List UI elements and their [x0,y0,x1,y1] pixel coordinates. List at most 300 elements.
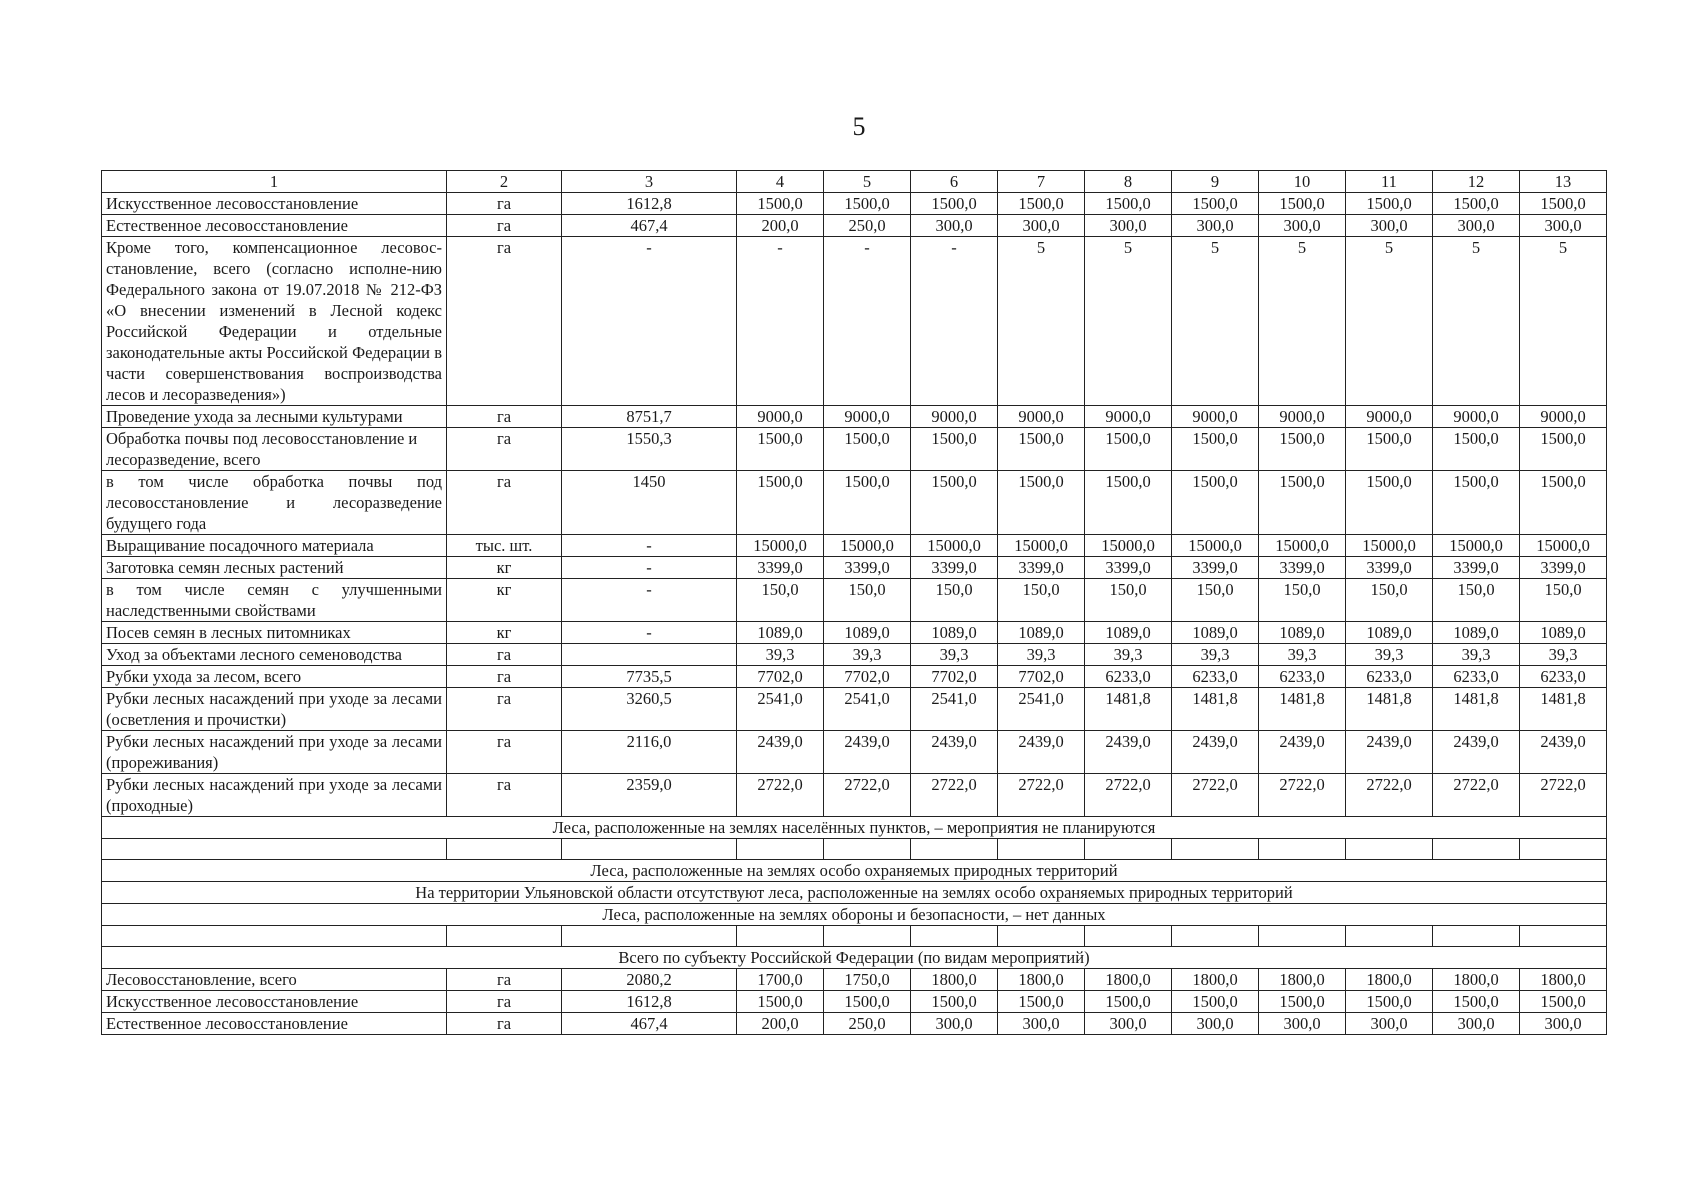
value-cell: 6233,0 [1346,666,1433,688]
value-cell: 1612,8 [562,991,737,1013]
value-cell: - [824,237,911,406]
column-number: 11 [1346,171,1433,193]
table-row [102,774,1607,817]
value-cell: 2439,0 [1346,731,1433,774]
value-cell: 1500,0 [1172,991,1259,1013]
empty-cell [1085,926,1172,947]
measure-unit: га [447,969,562,991]
value-cell: 7702,0 [998,666,1085,688]
value-cell: 300,0 [998,1013,1085,1035]
empty-cell [1346,839,1433,860]
measure-name: в том числе обработка почвы под лесовосстановление и лесоразведение будущего года [102,471,447,535]
measure-name: Естественное лесовосстановление [102,1013,447,1035]
value-cell: 150,0 [1085,579,1172,622]
value-cell: 3399,0 [998,557,1085,579]
table-row [102,969,1607,991]
measure-name: Искусственное лесовосстановление [102,193,447,215]
page-number: 5 [852,112,866,141]
value-cell: 39,3 [1433,644,1520,666]
measure-unit: тыс. шт. [447,535,562,557]
value-cell: 2116,0 [562,731,737,774]
value-cell: 9000,0 [1085,406,1172,428]
value-cell: 1089,0 [998,622,1085,644]
column-number: 5 [824,171,911,193]
value-cell: 150,0 [824,579,911,622]
measure-unit: га [447,193,562,215]
value-cell: 467,4 [562,215,737,237]
value-cell: 300,0 [1520,1013,1607,1035]
section-heading: Леса, расположенные на землях особо охраняемых природных территорий [102,860,1607,882]
value-cell: 1550,3 [562,428,737,471]
value-cell: 1481,8 [1085,688,1172,731]
table-row [102,579,1607,622]
value-cell [562,644,737,666]
value-cell: 15000,0 [1172,535,1259,557]
value-cell: 1500,0 [1346,991,1433,1013]
value-cell: 300,0 [1172,1013,1259,1035]
measure-unit: кг [447,579,562,622]
empty-cell [911,839,998,860]
table-row [102,622,1607,644]
value-cell: 5 [1433,237,1520,406]
measure-name: Рубки лесных насаждений при уходе за лесами (проходные) [102,774,447,817]
value-cell: 1089,0 [737,622,824,644]
value-cell: 7735,5 [562,666,737,688]
value-cell: 300,0 [1085,1013,1172,1035]
column-number: 9 [1172,171,1259,193]
measure-name: Естественное лесовосстановление [102,215,447,237]
table-row [102,731,1607,774]
table-row [102,471,1607,535]
section-heading: Леса, расположенные на землях обороны и безопасности, – нет данных [102,904,1607,926]
measure-name: Рубки ухода за лесом, всего [102,666,447,688]
value-cell: 15000,0 [1085,535,1172,557]
value-cell: 7702,0 [737,666,824,688]
value-cell: 1500,0 [1520,193,1607,215]
value-cell: 2722,0 [1520,774,1607,817]
value-cell: 2439,0 [1172,731,1259,774]
value-cell: 300,0 [1172,215,1259,237]
value-cell: 9000,0 [1259,406,1346,428]
value-cell: 1089,0 [1085,622,1172,644]
value-cell: 39,3 [1172,644,1259,666]
value-cell: 1089,0 [1172,622,1259,644]
empty-cell [102,926,447,947]
value-cell: 2541,0 [911,688,998,731]
value-cell: 3399,0 [1346,557,1433,579]
value-cell: 7702,0 [911,666,998,688]
value-cell: 15000,0 [737,535,824,557]
value-cell: 1500,0 [1520,471,1607,535]
value-cell: 1481,8 [1172,688,1259,731]
table-row [102,991,1607,1013]
table-row [102,237,1607,406]
value-cell: 3399,0 [1172,557,1259,579]
value-cell: 15000,0 [1433,535,1520,557]
value-cell: 1089,0 [911,622,998,644]
value-cell: 200,0 [737,1013,824,1035]
value-cell: 7702,0 [824,666,911,688]
empty-cell [911,926,998,947]
value-cell: 1089,0 [1520,622,1607,644]
value-cell: 39,3 [824,644,911,666]
empty-cell [1085,839,1172,860]
value-cell: 150,0 [998,579,1085,622]
section-row [102,817,1607,839]
value-cell: 1481,8 [1433,688,1520,731]
empty-cell [447,926,562,947]
empty-row [102,839,1607,860]
value-cell: 3399,0 [1085,557,1172,579]
column-number: 8 [1085,171,1172,193]
value-cell: 150,0 [1172,579,1259,622]
value-cell: 2722,0 [911,774,998,817]
empty-cell [824,926,911,947]
value-cell: 2722,0 [824,774,911,817]
value-cell: 2439,0 [1259,731,1346,774]
value-cell: 2439,0 [824,731,911,774]
value-cell: 1500,0 [911,428,998,471]
table-row [102,666,1607,688]
measure-name: Проведение ухода за лесными культурами [102,406,447,428]
value-cell: 1500,0 [911,471,998,535]
value-cell: 9000,0 [998,406,1085,428]
value-cell: 2722,0 [1346,774,1433,817]
table-row [102,428,1607,471]
value-cell: 1500,0 [1259,991,1346,1013]
section-heading: Всего по субъекту Российской Федерации (по видам мероприятий) [102,947,1607,969]
value-cell: 6233,0 [1172,666,1259,688]
value-cell: 200,0 [737,215,824,237]
value-cell: 1500,0 [1085,428,1172,471]
measure-name: Выращивание посадочного материала [102,535,447,557]
table-row [102,535,1607,557]
empty-cell [1259,839,1346,860]
value-cell: 1800,0 [1085,969,1172,991]
value-cell: 15000,0 [911,535,998,557]
value-cell: 9000,0 [824,406,911,428]
value-cell: 1500,0 [998,471,1085,535]
value-cell: 1500,0 [1346,193,1433,215]
value-cell: 300,0 [1346,215,1433,237]
empty-cell [562,839,737,860]
value-cell: 39,3 [737,644,824,666]
value-cell: - [562,535,737,557]
empty-cell [824,839,911,860]
value-cell: 1800,0 [1259,969,1346,991]
value-cell: 9000,0 [1346,406,1433,428]
measure-unit: га [447,471,562,535]
value-cell: 2722,0 [1259,774,1346,817]
empty-cell [1433,926,1520,947]
value-cell: 15000,0 [1259,535,1346,557]
empty-cell [1172,839,1259,860]
value-cell: 2439,0 [1085,731,1172,774]
value-cell: 250,0 [824,1013,911,1035]
column-number: 2 [447,171,562,193]
value-cell: 300,0 [1433,215,1520,237]
column-number: 10 [1259,171,1346,193]
value-cell: 1500,0 [1433,428,1520,471]
measure-unit: га [447,991,562,1013]
value-cell: 9000,0 [1433,406,1520,428]
value-cell: 5 [1259,237,1346,406]
empty-cell [737,839,824,860]
value-cell: 1500,0 [824,471,911,535]
value-cell: 1089,0 [1346,622,1433,644]
value-cell: 1500,0 [1085,471,1172,535]
value-cell: 15000,0 [1520,535,1607,557]
empty-row [102,926,1607,947]
measure-name: Рубки лесных насаждений при уходе за лесами (прореживания) [102,731,447,774]
value-cell: 3399,0 [1259,557,1346,579]
value-cell: 1800,0 [1346,969,1433,991]
value-cell: 6233,0 [1433,666,1520,688]
value-cell: 1800,0 [911,969,998,991]
value-cell: 1500,0 [998,193,1085,215]
empty-cell [562,926,737,947]
value-cell: 1089,0 [824,622,911,644]
empty-cell [447,839,562,860]
value-cell: 1500,0 [737,471,824,535]
value-cell: 150,0 [1520,579,1607,622]
value-cell: 1500,0 [1172,428,1259,471]
measure-unit: кг [447,622,562,644]
value-cell: 2439,0 [911,731,998,774]
measure-name: Искусственное лесовосстановление [102,991,447,1013]
value-cell: 1500,0 [1520,428,1607,471]
value-cell: 150,0 [911,579,998,622]
value-cell: 9000,0 [737,406,824,428]
value-cell: 300,0 [998,215,1085,237]
table-row [102,1013,1607,1035]
section-row [102,860,1607,882]
value-cell: 467,4 [562,1013,737,1035]
value-cell: 2359,0 [562,774,737,817]
value-cell: 8751,7 [562,406,737,428]
value-cell: 2439,0 [1433,731,1520,774]
value-cell: 1481,8 [1259,688,1346,731]
value-cell: 150,0 [1346,579,1433,622]
value-cell: 5 [998,237,1085,406]
value-cell: 3399,0 [1520,557,1607,579]
measures-table [101,170,1607,1035]
value-cell: - [911,237,998,406]
value-cell: 3399,0 [1433,557,1520,579]
value-cell: 300,0 [1520,215,1607,237]
measure-unit: кг [447,557,562,579]
value-cell: 1500,0 [1259,193,1346,215]
value-cell: 1500,0 [1259,471,1346,535]
value-cell: 1481,8 [1346,688,1433,731]
value-cell: 1800,0 [1433,969,1520,991]
value-cell: 1089,0 [1433,622,1520,644]
value-cell: 2541,0 [998,688,1085,731]
value-cell: 1089,0 [1259,622,1346,644]
value-cell: 1500,0 [1172,471,1259,535]
value-cell: 39,3 [1520,644,1607,666]
value-cell: 1500,0 [1085,193,1172,215]
column-number: 3 [562,171,737,193]
table-row [102,644,1607,666]
table-row [102,193,1607,215]
empty-cell [1433,839,1520,860]
value-cell: 1800,0 [1520,969,1607,991]
value-cell: 3399,0 [737,557,824,579]
value-cell: 1800,0 [1172,969,1259,991]
table-row [102,557,1607,579]
value-cell: 1500,0 [737,991,824,1013]
value-cell: 300,0 [1433,1013,1520,1035]
value-cell: - [562,622,737,644]
value-cell: 39,3 [1085,644,1172,666]
value-cell: 5 [1346,237,1433,406]
section-heading: На территории Ульяновской области отсутствуют леса, расположенные на землях особо охраняемых природных территорий [102,882,1607,904]
value-cell: 150,0 [1433,579,1520,622]
value-cell: 1500,0 [1433,991,1520,1013]
value-cell: 15000,0 [824,535,911,557]
empty-cell [998,926,1085,947]
measure-unit: га [447,644,562,666]
column-number: 6 [911,171,998,193]
value-cell: 6233,0 [1259,666,1346,688]
value-cell: 5 [1172,237,1259,406]
measure-unit: га [447,237,562,406]
value-cell: 2439,0 [998,731,1085,774]
value-cell: 250,0 [824,215,911,237]
column-number: 13 [1520,171,1607,193]
value-cell: 2722,0 [1172,774,1259,817]
column-number: 12 [1433,171,1520,193]
section-row [102,882,1607,904]
value-cell: 9000,0 [911,406,998,428]
value-cell: 1500,0 [1259,428,1346,471]
measure-unit: га [447,1013,562,1035]
value-cell: 2080,2 [562,969,737,991]
empty-cell [1259,926,1346,947]
measure-unit: га [447,406,562,428]
empty-cell [1520,926,1607,947]
value-cell: 6233,0 [1520,666,1607,688]
value-cell: 2722,0 [1085,774,1172,817]
value-cell: 1500,0 [1433,193,1520,215]
table-body [102,171,1607,1035]
value-cell: 1500,0 [911,991,998,1013]
value-cell: 15000,0 [998,535,1085,557]
value-cell: 300,0 [911,1013,998,1035]
value-cell: - [562,579,737,622]
table-row [102,688,1607,731]
value-cell: 6233,0 [1085,666,1172,688]
measure-name: Лесовосстановление, всего [102,969,447,991]
measure-unit: га [447,428,562,471]
value-cell: 1500,0 [824,428,911,471]
table-row [102,406,1607,428]
value-cell: - [737,237,824,406]
measure-unit: га [447,688,562,731]
table-row [102,215,1607,237]
measure-unit: га [447,731,562,774]
value-cell: 1500,0 [1433,471,1520,535]
value-cell: 2722,0 [1433,774,1520,817]
value-cell: 9000,0 [1172,406,1259,428]
value-cell: 3260,5 [562,688,737,731]
column-number: 7 [998,171,1085,193]
value-cell: 150,0 [1259,579,1346,622]
empty-cell [737,926,824,947]
measure-unit: га [447,666,562,688]
value-cell: 1500,0 [1172,193,1259,215]
value-cell: 5 [1520,237,1607,406]
value-cell: 2439,0 [737,731,824,774]
value-cell: 1500,0 [1085,991,1172,1013]
value-cell: 1500,0 [737,428,824,471]
column-number: 1 [102,171,447,193]
value-cell: 2541,0 [737,688,824,731]
value-cell: 300,0 [1085,215,1172,237]
value-cell: 1500,0 [998,991,1085,1013]
value-cell: 1500,0 [1346,428,1433,471]
value-cell: 1700,0 [737,969,824,991]
empty-cell [1346,926,1433,947]
column-number: 4 [737,171,824,193]
value-cell: 300,0 [911,215,998,237]
section-row [102,904,1607,926]
value-cell: 1500,0 [1346,471,1433,535]
value-cell: - [562,237,737,406]
value-cell: 3399,0 [824,557,911,579]
value-cell: 1500,0 [737,193,824,215]
value-cell: 1500,0 [1520,991,1607,1013]
value-cell: 39,3 [911,644,998,666]
value-cell: 300,0 [1346,1013,1433,1035]
measure-name: в том числе семян с улучшенными наследственными свойствами [102,579,447,622]
value-cell: 1500,0 [824,193,911,215]
value-cell: 2541,0 [824,688,911,731]
value-cell: 300,0 [1259,215,1346,237]
value-cell: 1612,8 [562,193,737,215]
empty-cell [1520,839,1607,860]
measure-name: Рубки лесных насаждений при уходе за лесами (осветления и прочистки) [102,688,447,731]
measure-unit: га [447,774,562,817]
value-cell: 1800,0 [998,969,1085,991]
measure-name: Заготовка семян лесных растений [102,557,447,579]
value-cell: 15000,0 [1346,535,1433,557]
value-cell: 2722,0 [998,774,1085,817]
value-cell: 39,3 [1259,644,1346,666]
value-cell: 39,3 [1346,644,1433,666]
measure-name: Посев семян в лесных питомниках [102,622,447,644]
value-cell: - [562,557,737,579]
value-cell: 150,0 [737,579,824,622]
measure-unit: га [447,215,562,237]
value-cell: 300,0 [1259,1013,1346,1035]
value-cell: 1750,0 [824,969,911,991]
value-cell: 39,3 [998,644,1085,666]
value-cell: 9000,0 [1520,406,1607,428]
measure-name: Обработка почвы под лесовосстановление и лесоразведение, всего [102,428,447,471]
empty-cell [102,839,447,860]
measure-name: Кроме того, компенсационное лесовос-становление, всего (согласно исполне-нию Федерального закона от 19.07.2018 № 212-ФЗ «О внесении изменений в Лесной кодекс Российской Федерации и отдельные законодательные акты Российской Федерации в части совершенствования воспроизводства лесов и лесоразведения») [102,237,447,406]
value-cell: 2722,0 [737,774,824,817]
value-cell: 1500,0 [911,193,998,215]
value-cell: 1481,8 [1520,688,1607,731]
empty-cell [998,839,1085,860]
empty-cell [1172,926,1259,947]
column-number-row [102,171,1607,193]
measure-name: Уход за объектами лесного семеноводства [102,644,447,666]
value-cell: 5 [1085,237,1172,406]
